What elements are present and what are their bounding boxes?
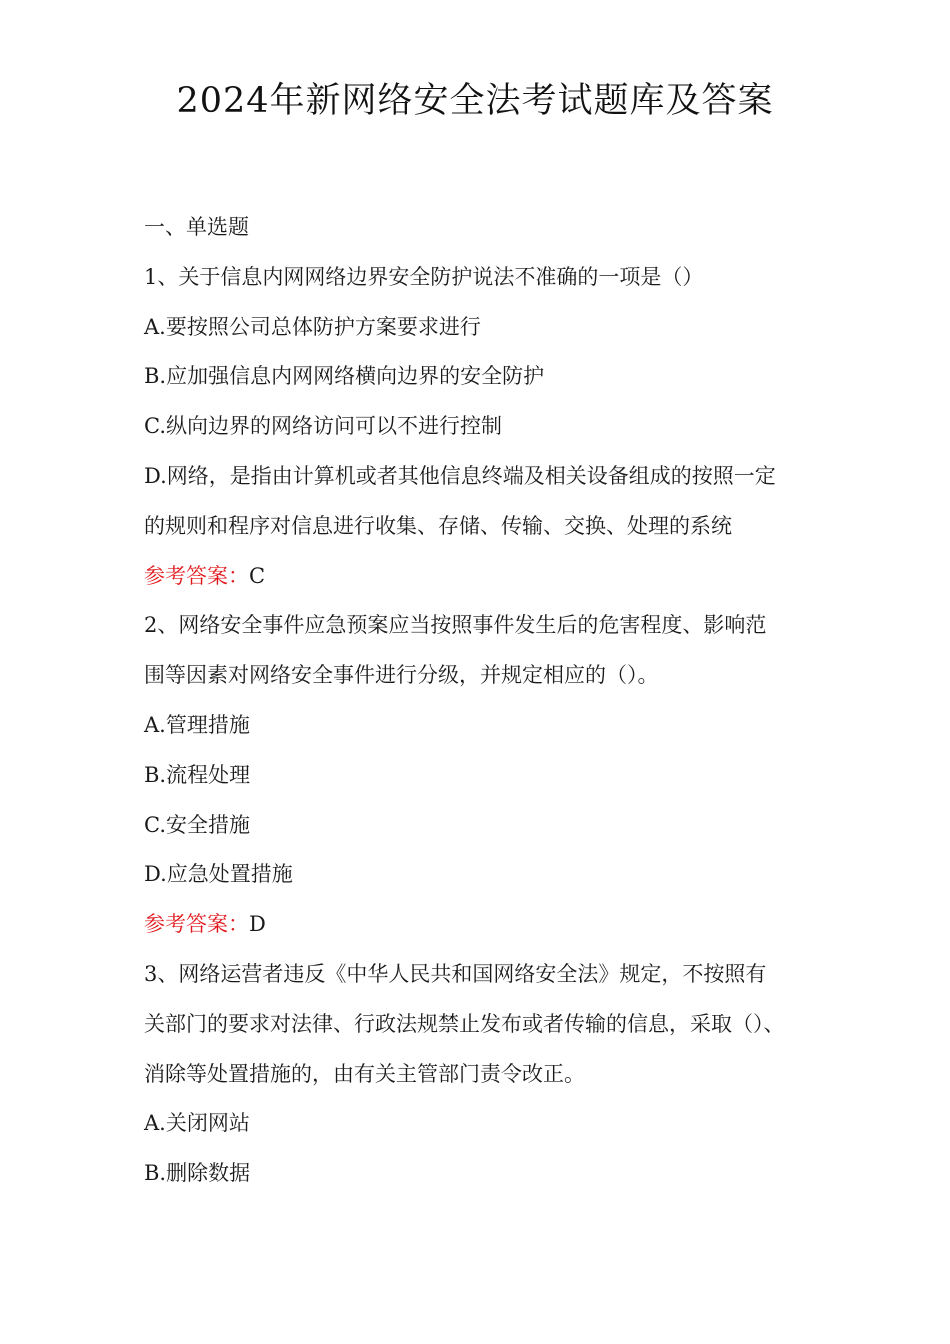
- question-stem-line: 消除等处置措施的，由有关主管部门责令改正。: [144, 1061, 585, 1086]
- option-d: D.应急处置措施: [144, 862, 293, 887]
- answer-line: [144, 900, 824, 950]
- answer-label: 参考答案：: [144, 563, 249, 588]
- option-d: D.网络，是指由计算机或者其他信息终端及相关设备组成的按照一定: [144, 463, 776, 488]
- option-a: A.管理措施: [144, 712, 250, 737]
- question-stem-line: 2、网络安全事件应急预案应当按照事件发生后的危害程度、影响范: [144, 613, 767, 638]
- section-heading: 一、单选题: [144, 215, 249, 239]
- question-1: [144, 253, 824, 602]
- option-b: B.应加强信息内网网络横向边界的安全防护: [144, 364, 545, 389]
- answer-line: [144, 552, 824, 602]
- option-c: C.纵向边界的网络访问可以不进行控制: [144, 414, 502, 439]
- question-stem-line: 1、关于信息内网网络边界安全防护说法不准确的一项是（）: [144, 264, 704, 289]
- option-b: B.流程处理: [144, 762, 251, 787]
- option-a: A.关闭网站: [144, 1111, 250, 1136]
- option-c: C.安全措施: [144, 812, 250, 837]
- question-stem-line: 3、网络运营者违反《中华人民共和国网络安全法》规定，不按照有: [144, 961, 767, 986]
- answer-value: D: [249, 912, 266, 937]
- answer-label: 参考答案：: [144, 912, 249, 937]
- question-3: [144, 950, 824, 1199]
- document-title: 2024年新网络安全法考试题库及答案: [176, 81, 774, 121]
- option-b: B.删除数据: [144, 1161, 251, 1186]
- document-body: [144, 203, 824, 1199]
- answer-value: C: [249, 563, 266, 588]
- question-stem-line: 关部门的要求对法律、行政法规禁止发布或者传输的信息，采取（）、: [144, 1011, 785, 1036]
- question-2: [144, 601, 824, 950]
- question-stem-line: 围等因素对网络安全事件进行分级，并规定相应的（）。: [144, 663, 659, 688]
- option-a: A.要按照公司总体防护方案要求进行: [144, 314, 481, 339]
- option-d-continued: 的规则和程序对信息进行收集、存储、传输、交换、处理的系统: [144, 513, 732, 538]
